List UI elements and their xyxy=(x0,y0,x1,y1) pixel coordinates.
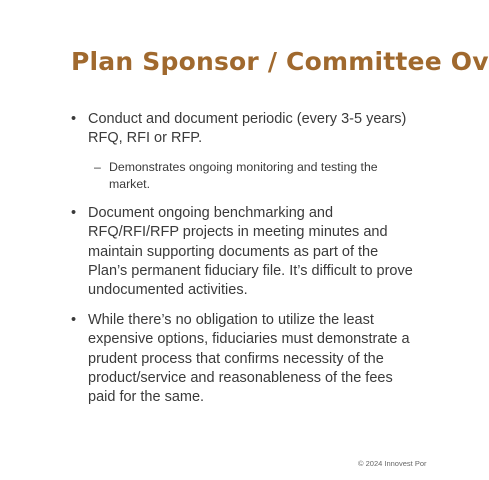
bullet-item-rfq: • Conduct and document periodic (every 3-5 years) RFQ, RFI or RFP. xyxy=(88,110,418,149)
bullet-item-prudent-process: • While there’s no obligation to utilize the least expensive options, fiduciaries must demonstrate a prudent process that confirms necessity of the product/service and reasonableness of the fees paid for the same. xyxy=(88,311,418,407)
bullet-item-documentation: • Document ongoing benchmarking and RFQ/RFI/RFP projects in meeting minutes and maintain supporting documents as part of the Plan’s permanent fiduciary file. It’s difficult to prove undocumented activities. xyxy=(88,204,418,300)
copyright-footer: © 2024 Innovest Por xyxy=(358,459,427,468)
slide-title: Plan Sponsor / Committee Ov xyxy=(71,47,489,76)
sub-bullet-monitoring: – Demonstrates ongoing monitoring and testing the market. xyxy=(109,159,409,193)
